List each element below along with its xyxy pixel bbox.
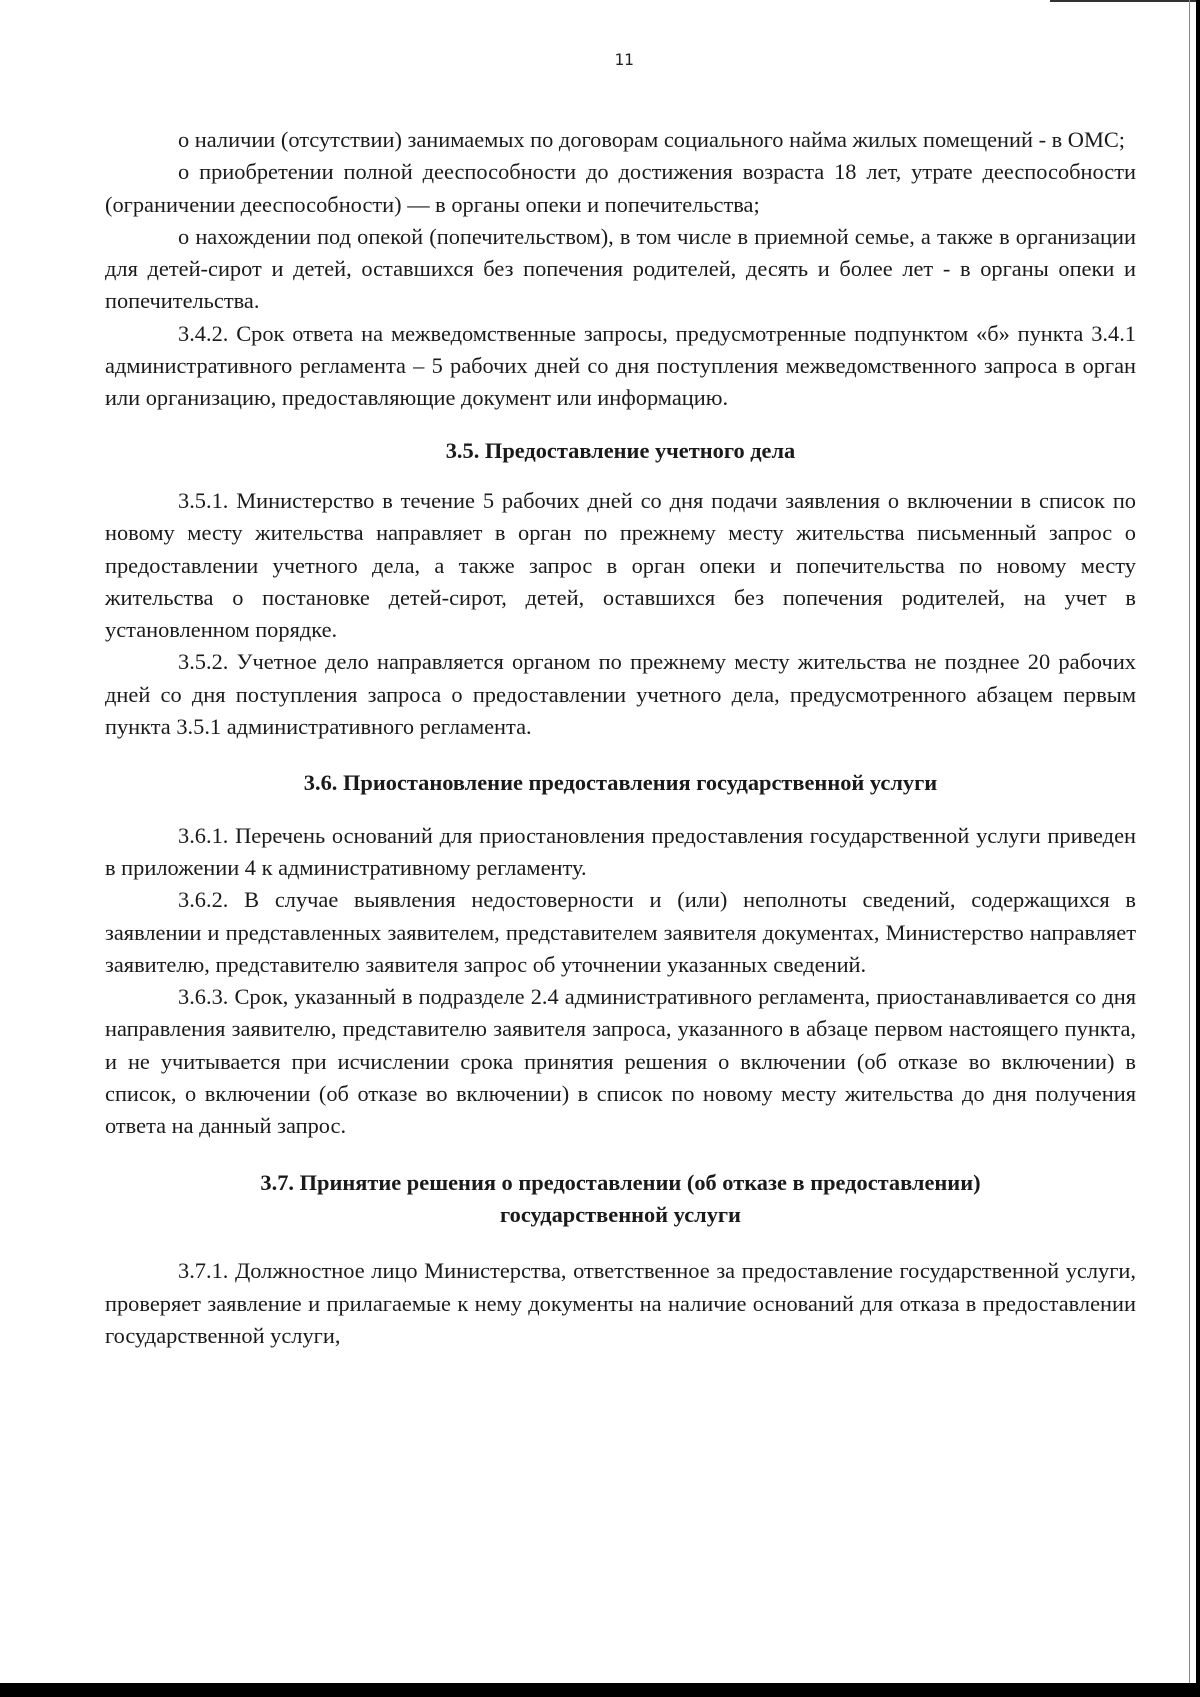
paragraph: 3.5.2. Учетное дело направляется органом по прежнему месту жительства не позднее 20 рабочих дней со дня поступления запроса о предоставлении учетного дела, предусмотренного абзацем первым пункта 3.5.1 административного регламента. <box>105 649 1136 740</box>
document-body <box>105 124 1136 1352</box>
section-heading <box>105 435 1136 467</box>
page-number: 11 <box>614 50 634 69</box>
scan-edge-right <box>1196 0 1200 1697</box>
paragraph: 3.6.3. Срок, указанный в подразделе 2.4 административного регламента, приостанавливается со дня направления заявителю, представителю заявителя запроса, указанного в абзаце первом настоящего пункта, и не учитывается при исчислении срока принятия решения о включении (об отказе во включении) в список, о включении (об отказе во включении) в список по новому месту жительства до дня получения ответа на данный запрос. <box>105 984 1136 1139</box>
scan-edge-right-inner <box>1189 0 1190 1697</box>
paragraph: 3.4.2. Срок ответа на межведомственные запросы, предусмотренные подпунктом «б» пункта 3.4.1 административного регламента – 5 рабочих дней со дня поступления межведомственного запроса в орган или организацию, предоставляющие документ или информацию. <box>105 320 1136 411</box>
section-heading-line: 3.5. Предоставление учетного дела <box>445 437 796 463</box>
scan-edge-bottom <box>0 1683 1200 1697</box>
paragraph: 3.6.2. В случае выявления недостоверности и (или) неполноты сведений, содержащихся в заявлении и представленных заявителем, представителем заявителя документах, Министерство направляет заявителю, представителю заявителя запрос об уточнении указанных сведений. <box>105 887 1136 977</box>
section-heading-line: 3.6. Приостановление предоставления государственной услуги <box>303 770 938 796</box>
scan-edge-top <box>1050 0 1200 2</box>
paragraph: 3.5.1. Министерство в течение 5 рабочих дней со дня подачи заявления о включении в список по новому месту жительства направляет в орган по прежнему месту жительства письменный запрос о предоставлении учетного дела, а также запрос в орган опеки и попечительства по новому месту жительства о постановке детей-сирот, детей, оставшихся без попечения родителей, на учет в установленном порядке. <box>105 487 1136 643</box>
paragraph: о приобретении полной дееспособности до достижения возраста 18 лет, утрате дееспособности (ограничении дееспособности) — в органы опеки и попечительства; <box>105 159 1136 217</box>
paragraph: о нахождении под опекой (попечительством), в том числе в приемной семье, а также в организации для детей-сирот и детей, оставшихся без попечения родителей, десять и более лет - в органы опеки и попечительства. <box>105 223 1136 314</box>
paragraph: о наличии (отсутствии) занимаемых по договорам социального найма жилых помещений - в ОМС; <box>178 127 1126 152</box>
paragraph: 3.6.1. Перечень оснований для приостановления предоставления государственной услуги приведен в приложении 4 к административному регламенту. <box>105 822 1136 880</box>
section-heading-line: 3.7. Принятие решения о предоставлении (об отказе в предоставлении) <box>260 1169 981 1195</box>
paragraph: 3.7.1. Должностное лицо Министерства, ответственное за предоставление государственной услуги, проверяет заявление и прилагаемые к нему документы на наличие оснований для отказа в предоставлении государственной услуги, <box>105 1258 1136 1348</box>
section-heading <box>105 1167 1136 1232</box>
section-heading-line: государственной услуги <box>500 1201 741 1227</box>
section-heading <box>105 767 1136 799</box>
